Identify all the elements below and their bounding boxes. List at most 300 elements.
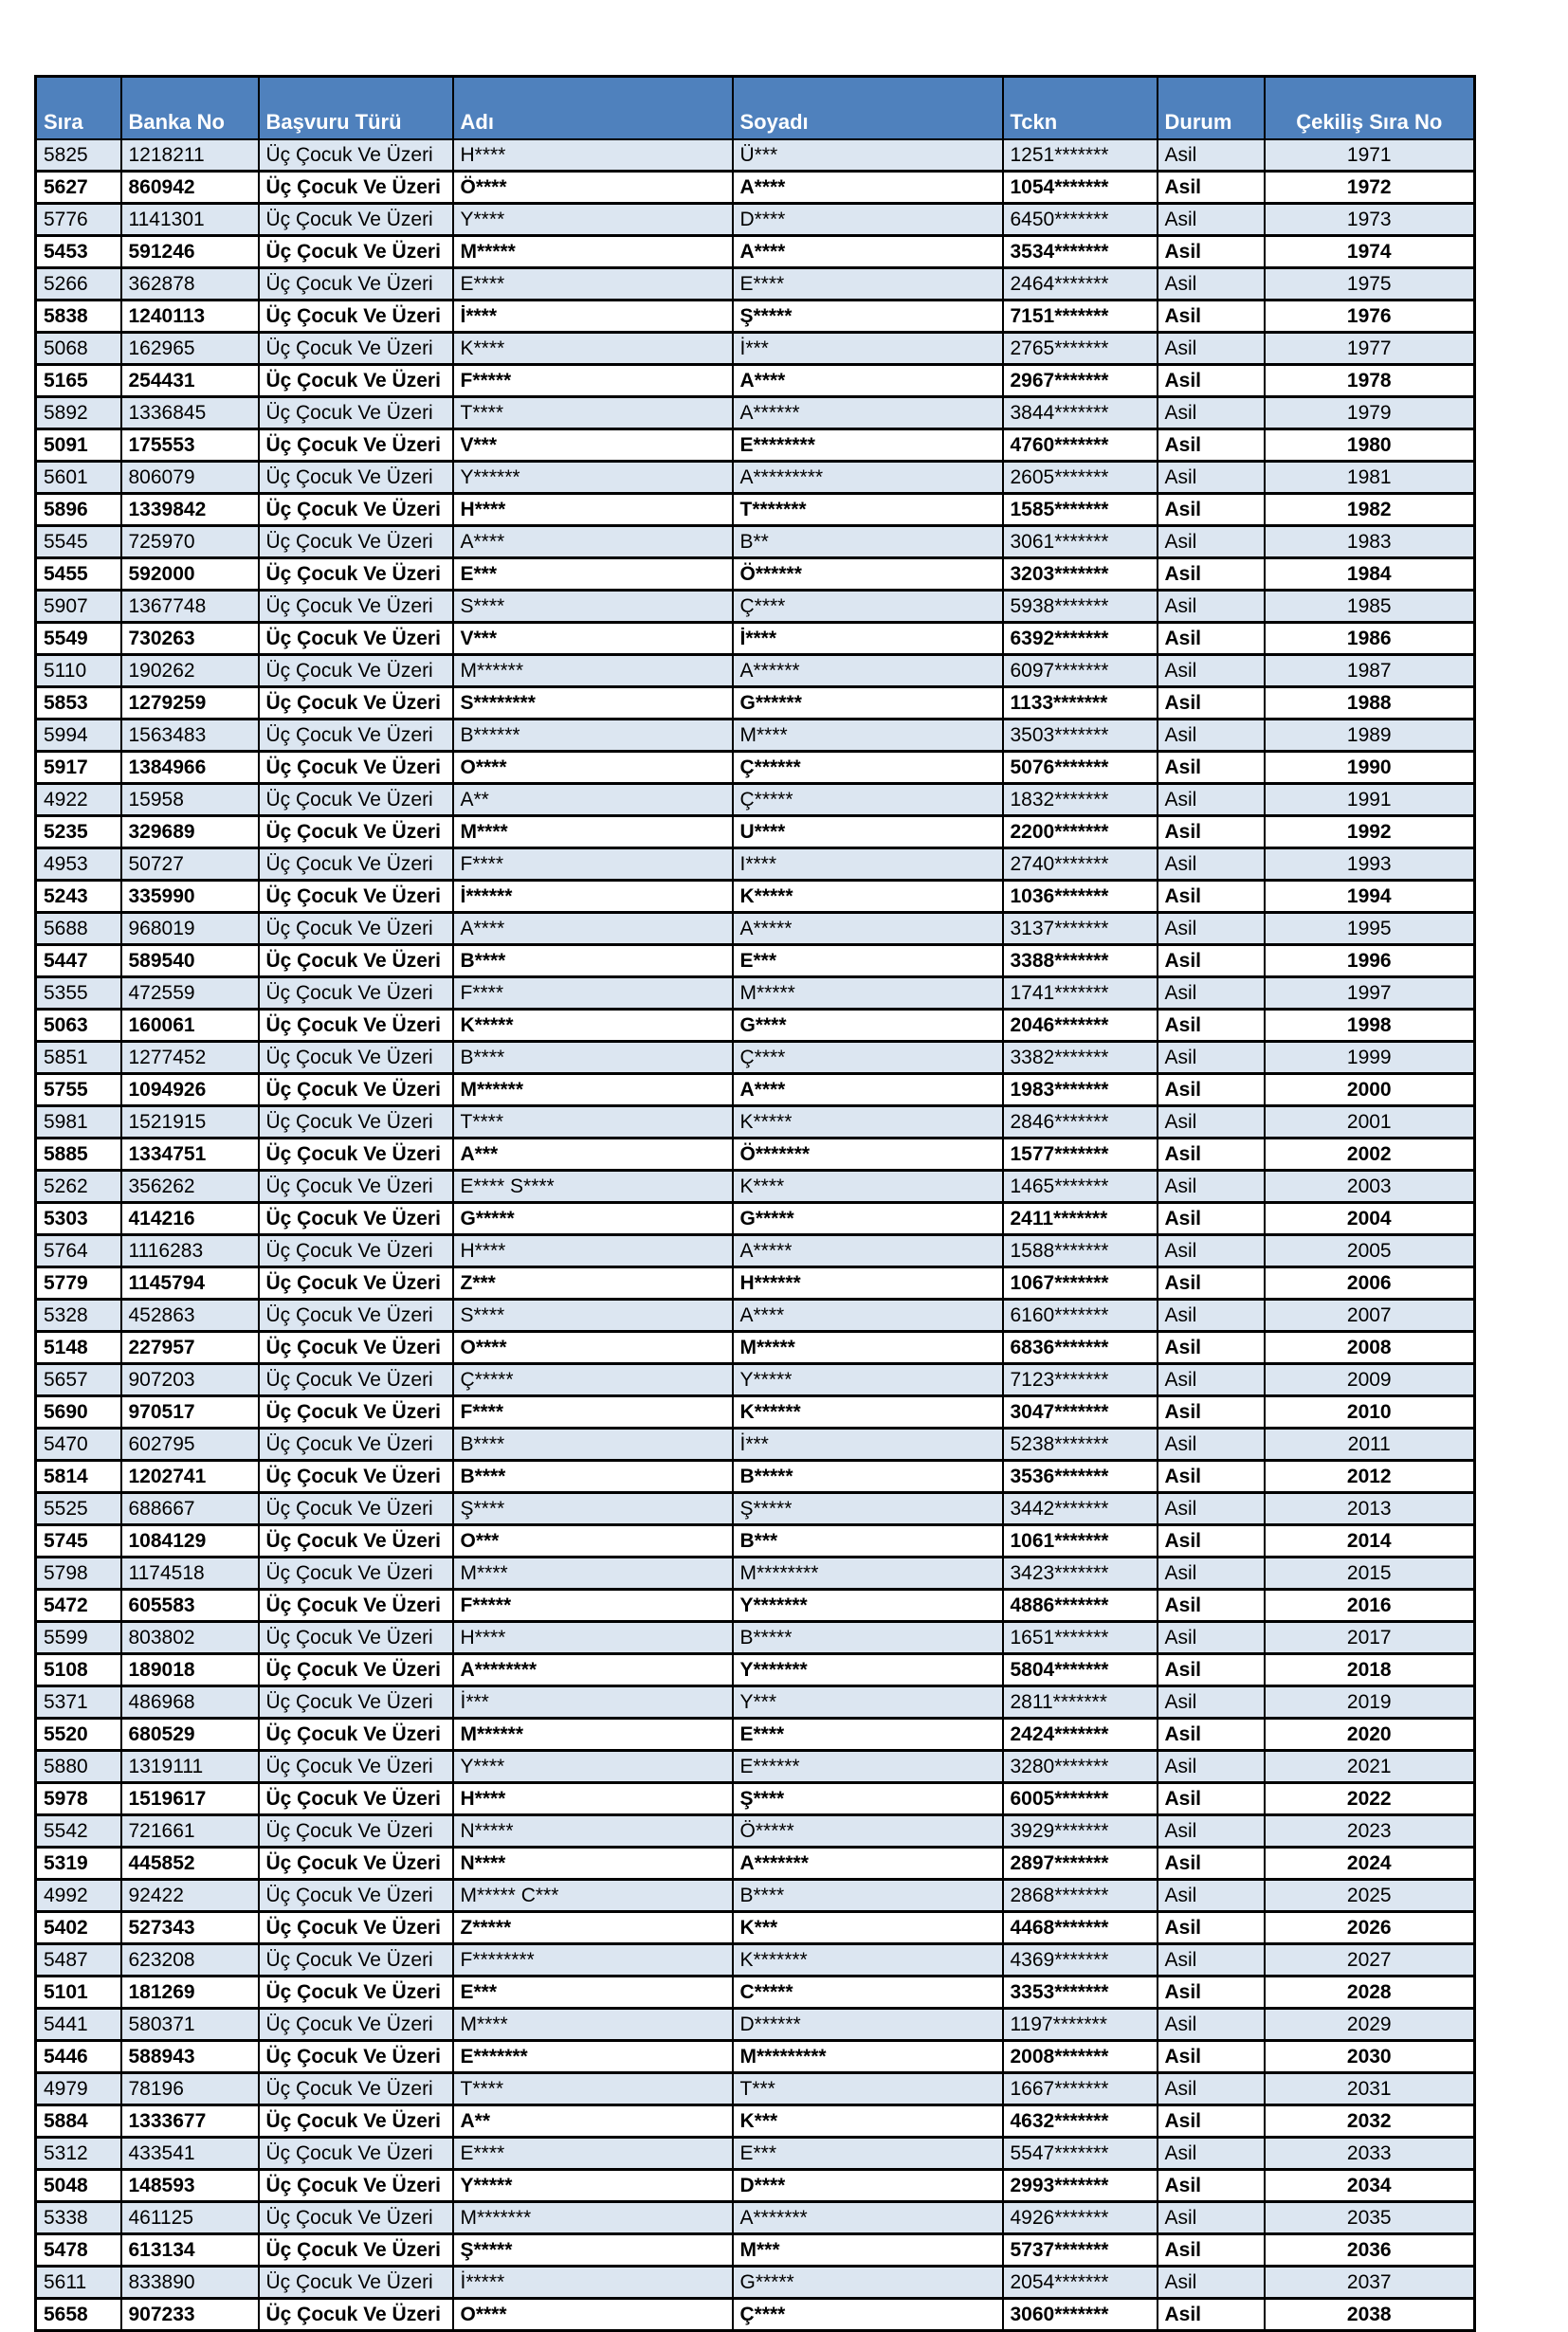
cell-adi: F**** <box>453 848 733 881</box>
table-row <box>36 1686 1475 1719</box>
cell-banka: 907233 <box>121 2299 259 2331</box>
cell-banka: 433541 <box>121 2138 259 2170</box>
cell-basvuru: Üç Çocuk Ve Üzeri <box>259 1783 453 1815</box>
cell-adi: B****** <box>453 720 733 752</box>
cell-durum: Asil <box>1158 1106 1265 1139</box>
cell-banka: 1084129 <box>121 1525 259 1558</box>
table-row <box>36 1010 1475 1042</box>
cell-soyadi: Y******* <box>733 1654 1003 1686</box>
cell-basvuru: Üç Çocuk Ve Üzeri <box>259 1751 453 1783</box>
cell-durum: Asil <box>1158 1783 1265 1815</box>
cell-sira: 5892 <box>36 397 121 429</box>
cell-sira: 5917 <box>36 752 121 784</box>
cell-banka: 591246 <box>121 236 259 268</box>
cell-sira: 5525 <box>36 1493 121 1525</box>
cell-soyadi: G***** <box>733 1203 1003 1235</box>
cell-basvuru: Üç Çocuk Ve Üzeri <box>259 1074 453 1106</box>
cell-basvuru: Üç Çocuk Ve Üzeri <box>259 2041 453 2073</box>
table-row <box>36 1815 1475 1848</box>
cell-sira: 5611 <box>36 2267 121 2299</box>
cell-cekilis: 2029 <box>1265 2009 1475 2041</box>
cell-adi: Z***** <box>453 1912 733 1944</box>
cell-soyadi: M*** <box>733 2234 1003 2267</box>
cell-basvuru: Üç Çocuk Ve Üzeri <box>259 1848 453 1880</box>
cell-cekilis: 1995 <box>1265 913 1475 945</box>
column-header-basvuru-turu: Başvuru Türü <box>259 77 453 140</box>
cell-basvuru: Üç Çocuk Ve Üzeri <box>259 558 453 591</box>
cell-soyadi: B**** <box>733 1880 1003 1912</box>
cell-adi: T**** <box>453 2073 733 2105</box>
cell-sira: 4953 <box>36 848 121 881</box>
cell-banka: 907203 <box>121 1364 259 1396</box>
cell-cekilis: 2020 <box>1265 1719 1475 1751</box>
table-row <box>36 1235 1475 1267</box>
cell-tckn: 3382******* <box>1003 1042 1158 1074</box>
cell-soyadi: Ç**** <box>733 2299 1003 2331</box>
cell-adi: S**** <box>453 591 733 623</box>
cell-adi: H**** <box>453 494 733 526</box>
cell-cekilis: 2035 <box>1265 2202 1475 2234</box>
cell-cekilis: 2001 <box>1265 1106 1475 1139</box>
cell-adi: G***** <box>453 1203 733 1235</box>
cell-basvuru: Üç Çocuk Ve Üzeri <box>259 236 453 268</box>
cell-sira: 5447 <box>36 945 121 977</box>
cell-basvuru: Üç Çocuk Ve Üzeri <box>259 1235 453 1267</box>
cell-cekilis: 1972 <box>1265 172 1475 204</box>
table-row <box>36 1106 1475 1139</box>
cell-banka: 970517 <box>121 1396 259 1429</box>
cell-banka: 589540 <box>121 945 259 977</box>
cell-durum: Asil <box>1158 1654 1265 1686</box>
cell-tckn: 5804******* <box>1003 1654 1158 1686</box>
cell-durum: Asil <box>1158 1815 1265 1848</box>
cell-adi: Y***** <box>453 2170 733 2202</box>
cell-adi: M****** <box>453 1719 733 1751</box>
cell-basvuru: Üç Çocuk Ve Üzeri <box>259 1590 453 1622</box>
cell-basvuru: Üç Çocuk Ve Üzeri <box>259 591 453 623</box>
cell-cekilis: 1980 <box>1265 429 1475 462</box>
cell-cekilis: 2012 <box>1265 1461 1475 1493</box>
cell-tckn: 1036******* <box>1003 881 1158 913</box>
table-row <box>36 977 1475 1010</box>
cell-soyadi: K*** <box>733 2105 1003 2138</box>
cell-sira: 5657 <box>36 1364 121 1396</box>
cell-sira: 5658 <box>36 2299 121 2331</box>
table-row <box>36 365 1475 397</box>
cell-basvuru: Üç Çocuk Ve Üzeri <box>259 2267 453 2299</box>
cell-tckn: 2765******* <box>1003 333 1158 365</box>
cell-tckn: 1651******* <box>1003 1622 1158 1654</box>
cell-basvuru: Üç Çocuk Ve Üzeri <box>259 1300 453 1332</box>
cell-soyadi: A***** <box>733 913 1003 945</box>
cell-sira: 5599 <box>36 1622 121 1654</box>
cell-soyadi: G****** <box>733 687 1003 720</box>
cell-cekilis: 1988 <box>1265 687 1475 720</box>
cell-sira: 5371 <box>36 1686 121 1719</box>
table-row <box>36 1525 1475 1558</box>
table-row <box>36 1654 1475 1686</box>
cell-durum: Asil <box>1158 591 1265 623</box>
cell-sira: 5355 <box>36 977 121 1010</box>
cell-durum: Asil <box>1158 1912 1265 1944</box>
cell-durum: Asil <box>1158 204 1265 236</box>
cell-cekilis: 2011 <box>1265 1429 1475 1461</box>
cell-basvuru: Üç Çocuk Ve Üzeri <box>259 1332 453 1364</box>
cell-cekilis: 2014 <box>1265 1525 1475 1558</box>
cell-tckn: 1983******* <box>1003 1074 1158 1106</box>
table-row <box>36 1880 1475 1912</box>
cell-sira: 5243 <box>36 881 121 913</box>
cell-soyadi: Ç****** <box>733 752 1003 784</box>
cell-durum: Asil <box>1158 2234 1265 2267</box>
cell-basvuru: Üç Çocuk Ve Üzeri <box>259 2299 453 2331</box>
table-row <box>36 2041 1475 2073</box>
cell-adi: M**** <box>453 1558 733 1590</box>
cell-adi: B**** <box>453 1461 733 1493</box>
cell-soyadi: I**** <box>733 848 1003 881</box>
cell-soyadi: K****** <box>733 1396 1003 1429</box>
cell-adi: Y****** <box>453 462 733 494</box>
cell-tckn: 3844******* <box>1003 397 1158 429</box>
cell-banka: 175553 <box>121 429 259 462</box>
cell-soyadi: İ*** <box>733 333 1003 365</box>
cell-sira: 5472 <box>36 1590 121 1622</box>
cell-basvuru: Üç Çocuk Ve Üzeri <box>259 2009 453 2041</box>
cell-soyadi: E******** <box>733 429 1003 462</box>
cell-tckn: 2811******* <box>1003 1686 1158 1719</box>
cell-soyadi: K***** <box>733 1106 1003 1139</box>
cell-durum: Asil <box>1158 2138 1265 2170</box>
cell-durum: Asil <box>1158 268 1265 301</box>
cell-tckn: 6160******* <box>1003 1300 1158 1332</box>
table-row <box>36 429 1475 462</box>
cell-soyadi: E**** <box>733 268 1003 301</box>
cell-tckn: 5737******* <box>1003 2234 1158 2267</box>
cell-adi: M***** <box>453 236 733 268</box>
table-row <box>36 1590 1475 1622</box>
cell-durum: Asil <box>1158 1139 1265 1171</box>
cell-durum: Asil <box>1158 1751 1265 1783</box>
cell-cekilis: 1999 <box>1265 1042 1475 1074</box>
column-header-banka-no: Banka No <box>121 77 259 140</box>
table-row <box>36 1622 1475 1654</box>
cell-durum: Asil <box>1158 1042 1265 1074</box>
cell-soyadi: M********* <box>733 2041 1003 2073</box>
cell-sira: 5978 <box>36 1783 121 1815</box>
cell-cekilis: 2037 <box>1265 2267 1475 2299</box>
cell-sira: 5101 <box>36 1977 121 2009</box>
cell-soyadi: A**** <box>733 236 1003 268</box>
cell-basvuru: Üç Çocuk Ve Üzeri <box>259 2202 453 2234</box>
header-row <box>36 77 1475 140</box>
cell-basvuru: Üç Çocuk Ve Üzeri <box>259 784 453 816</box>
table-row <box>36 2009 1475 2041</box>
cell-durum: Asil <box>1158 848 1265 881</box>
cell-cekilis: 1977 <box>1265 333 1475 365</box>
cell-banka: 592000 <box>121 558 259 591</box>
cell-cekilis: 1986 <box>1265 623 1475 655</box>
cell-durum: Asil <box>1158 881 1265 913</box>
cell-cekilis: 1993 <box>1265 848 1475 881</box>
cell-banka: 1174518 <box>121 1558 259 1590</box>
cell-durum: Asil <box>1158 2202 1265 2234</box>
cell-tckn: 2046******* <box>1003 1010 1158 1042</box>
cell-basvuru: Üç Çocuk Ve Üzeri <box>259 1106 453 1139</box>
cell-soyadi: A**** <box>733 172 1003 204</box>
cell-banka: 1141301 <box>121 204 259 236</box>
table-row <box>36 816 1475 848</box>
cell-soyadi: Ö******* <box>733 1139 1003 1171</box>
table-row <box>36 2073 1475 2105</box>
cell-adi: E******* <box>453 2041 733 2073</box>
cell-sira: 5994 <box>36 720 121 752</box>
cell-durum: Asil <box>1158 2041 1265 2073</box>
cell-sira: 5755 <box>36 1074 121 1106</box>
cell-sira: 5776 <box>36 204 121 236</box>
cell-durum: Asil <box>1158 1590 1265 1622</box>
cell-soyadi: A****** <box>733 655 1003 687</box>
cell-cekilis: 1994 <box>1265 881 1475 913</box>
cell-soyadi: D****** <box>733 2009 1003 2041</box>
cell-adi: E*** <box>453 558 733 591</box>
cell-durum: Asil <box>1158 784 1265 816</box>
cell-tckn: 3929******* <box>1003 1815 1158 1848</box>
cell-basvuru: Üç Çocuk Ve Üzeri <box>259 1139 453 1171</box>
cell-adi: Y**** <box>453 1751 733 1783</box>
cell-tckn: 1067******* <box>1003 1267 1158 1300</box>
cell-durum: Asil <box>1158 1203 1265 1235</box>
cell-banka: 1334751 <box>121 1139 259 1171</box>
cell-basvuru: Üç Çocuk Ve Üzeri <box>259 1686 453 1719</box>
cell-durum: Asil <box>1158 397 1265 429</box>
cell-adi: O*** <box>453 1525 733 1558</box>
column-header-adi: Adı <box>453 77 733 140</box>
cell-basvuru: Üç Çocuk Ve Üzeri <box>259 2170 453 2202</box>
cell-banka: 605583 <box>121 1590 259 1622</box>
cell-basvuru: Üç Çocuk Ve Üzeri <box>259 1912 453 1944</box>
cell-adi: T**** <box>453 397 733 429</box>
cell-adi: O**** <box>453 1332 733 1364</box>
table-row <box>36 2202 1475 2234</box>
cell-banka: 721661 <box>121 1815 259 1848</box>
cell-cekilis: 1997 <box>1265 977 1475 1010</box>
cell-tckn: 1577******* <box>1003 1139 1158 1171</box>
cell-tckn: 2967******* <box>1003 365 1158 397</box>
cell-banka: 527343 <box>121 1912 259 1944</box>
cell-banka: 445852 <box>121 1848 259 1880</box>
cell-soyadi: Ö****** <box>733 558 1003 591</box>
table-row <box>36 494 1475 526</box>
cell-cekilis: 1975 <box>1265 268 1475 301</box>
cell-banka: 15958 <box>121 784 259 816</box>
table-row <box>36 1396 1475 1429</box>
cell-basvuru: Üç Çocuk Ve Üzeri <box>259 1944 453 1977</box>
cell-banka: 452863 <box>121 1300 259 1332</box>
cell-durum: Asil <box>1158 1848 1265 1880</box>
cell-durum: Asil <box>1158 1493 1265 1525</box>
cell-tckn: 1741******* <box>1003 977 1158 1010</box>
cell-sira: 5981 <box>36 1106 121 1139</box>
cell-basvuru: Üç Çocuk Ve Üzeri <box>259 1396 453 1429</box>
cell-banka: 588943 <box>121 2041 259 2073</box>
table-row <box>36 1558 1475 1590</box>
cell-cekilis: 2030 <box>1265 2041 1475 2073</box>
cell-cekilis: 2017 <box>1265 1622 1475 1654</box>
cell-adi: O**** <box>453 2299 733 2331</box>
cell-tckn: 3203******* <box>1003 558 1158 591</box>
cell-soyadi: M***** <box>733 977 1003 1010</box>
cell-cekilis: 1979 <box>1265 397 1475 429</box>
cell-tckn: 2897******* <box>1003 1848 1158 1880</box>
table-row <box>36 2234 1475 2267</box>
cell-sira: 4992 <box>36 1880 121 1912</box>
cell-tckn: 1061******* <box>1003 1525 1158 1558</box>
cell-soyadi: G***** <box>733 2267 1003 2299</box>
cell-sira: 5108 <box>36 1654 121 1686</box>
cell-banka: 486968 <box>121 1686 259 1719</box>
cell-tckn: 2411******* <box>1003 1203 1158 1235</box>
cell-durum: Asil <box>1158 2170 1265 2202</box>
cell-adi: K**** <box>453 333 733 365</box>
cell-tckn: 1832******* <box>1003 784 1158 816</box>
table-row <box>36 1977 1475 2009</box>
cell-soyadi: Y*** <box>733 1686 1003 1719</box>
cell-cekilis: 2015 <box>1265 1558 1475 1590</box>
table-row <box>36 687 1475 720</box>
cell-durum: Asil <box>1158 1235 1265 1267</box>
cell-soyadi: İ**** <box>733 623 1003 655</box>
cell-basvuru: Üç Çocuk Ve Üzeri <box>259 816 453 848</box>
cell-banka: 148593 <box>121 2170 259 2202</box>
cell-basvuru: Üç Çocuk Ve Üzeri <box>259 139 453 172</box>
cell-cekilis: 1996 <box>1265 945 1475 977</box>
cell-banka: 50727 <box>121 848 259 881</box>
cell-soyadi: Y******* <box>733 1590 1003 1622</box>
table-row <box>36 2299 1475 2331</box>
cell-soyadi: A******* <box>733 2202 1003 2234</box>
cell-banka: 580371 <box>121 2009 259 2041</box>
cell-durum: Asil <box>1158 139 1265 172</box>
cell-tckn: 3353******* <box>1003 1977 1158 2009</box>
cell-durum: Asil <box>1158 2267 1265 2299</box>
cell-banka: 329689 <box>121 816 259 848</box>
cell-basvuru: Üç Çocuk Ve Üzeri <box>259 1654 453 1686</box>
cell-sira: 5328 <box>36 1300 121 1332</box>
cell-cekilis: 2021 <box>1265 1751 1475 1783</box>
cell-sira: 5478 <box>36 2234 121 2267</box>
cell-tckn: 2605******* <box>1003 462 1158 494</box>
table-row <box>36 2105 1475 2138</box>
cell-tckn: 6392******* <box>1003 623 1158 655</box>
cell-durum: Asil <box>1158 752 1265 784</box>
cell-cekilis: 1990 <box>1265 752 1475 784</box>
cell-adi: İ***** <box>453 2267 733 2299</box>
cell-sira: 5110 <box>36 655 121 687</box>
cell-durum: Asil <box>1158 1074 1265 1106</box>
cell-cekilis: 2022 <box>1265 1783 1475 1815</box>
cell-cekilis: 1983 <box>1265 526 1475 558</box>
cell-cekilis: 2005 <box>1265 1235 1475 1267</box>
table-row <box>36 1429 1475 1461</box>
cell-durum: Asil <box>1158 1880 1265 1912</box>
table-row <box>36 204 1475 236</box>
cell-tckn: 7151******* <box>1003 301 1158 333</box>
cell-soyadi: Ç**** <box>733 591 1003 623</box>
cell-banka: 189018 <box>121 1654 259 1686</box>
cell-sira: 5068 <box>36 333 121 365</box>
cell-adi: A**** <box>453 913 733 945</box>
cell-basvuru: Üç Çocuk Ve Üzeri <box>259 1525 453 1558</box>
cell-cekilis: 2009 <box>1265 1364 1475 1396</box>
cell-adi: F***** <box>453 1590 733 1622</box>
cell-tckn: 6097******* <box>1003 655 1158 687</box>
cell-banka: 160061 <box>121 1010 259 1042</box>
cell-adi: Z*** <box>453 1267 733 1300</box>
cell-basvuru: Üç Çocuk Ve Üzeri <box>259 333 453 365</box>
cell-adi: Ş**** <box>453 1493 733 1525</box>
cell-sira: 5907 <box>36 591 121 623</box>
cell-soyadi: B*** <box>733 1525 1003 1558</box>
cell-basvuru: Üç Çocuk Ve Üzeri <box>259 494 453 526</box>
cell-durum: Asil <box>1158 913 1265 945</box>
cell-durum: Asil <box>1158 2073 1265 2105</box>
cell-tckn: 2846******* <box>1003 1106 1158 1139</box>
cell-durum: Asil <box>1158 1396 1265 1429</box>
table-row <box>36 1332 1475 1364</box>
cell-tckn: 1465******* <box>1003 1171 1158 1203</box>
cell-basvuru: Üç Çocuk Ve Üzeri <box>259 848 453 881</box>
cell-basvuru: Üç Çocuk Ve Üzeri <box>259 172 453 204</box>
cell-sira: 5063 <box>36 1010 121 1042</box>
cell-adi: S**** <box>453 1300 733 1332</box>
cell-sira: 5312 <box>36 2138 121 2170</box>
cell-soyadi: A**** <box>733 1074 1003 1106</box>
cell-sira: 5165 <box>36 365 121 397</box>
cell-adi: M**** <box>453 2009 733 2041</box>
cell-sira: 5262 <box>36 1171 121 1203</box>
results-table <box>34 75 1476 2332</box>
cell-cekilis: 2025 <box>1265 1880 1475 1912</box>
cell-banka: 806079 <box>121 462 259 494</box>
cell-banka: 1094926 <box>121 1074 259 1106</box>
cell-adi: A*** <box>453 1139 733 1171</box>
cell-tckn: 1054******* <box>1003 172 1158 204</box>
cell-banka: 461125 <box>121 2202 259 2234</box>
table-row <box>36 1493 1475 1525</box>
cell-durum: Asil <box>1158 816 1265 848</box>
cell-banka: 1521915 <box>121 1106 259 1139</box>
cell-cekilis: 1973 <box>1265 204 1475 236</box>
cell-tckn: 2008******* <box>1003 2041 1158 2073</box>
cell-basvuru: Üç Çocuk Ve Üzeri <box>259 1364 453 1396</box>
cell-soyadi: U**** <box>733 816 1003 848</box>
cell-durum: Asil <box>1158 526 1265 558</box>
cell-cekilis: 2027 <box>1265 1944 1475 1977</box>
cell-banka: 860942 <box>121 172 259 204</box>
cell-cekilis: 1981 <box>1265 462 1475 494</box>
cell-durum: Asil <box>1158 236 1265 268</box>
table-row <box>36 558 1475 591</box>
cell-tckn: 7123******* <box>1003 1364 1158 1396</box>
cell-adi: E*** <box>453 1977 733 2009</box>
cell-soyadi: Ş***** <box>733 1493 1003 1525</box>
cell-durum: Asil <box>1158 462 1265 494</box>
cell-durum: Asil <box>1158 558 1265 591</box>
cell-durum: Asil <box>1158 1332 1265 1364</box>
cell-basvuru: Üç Çocuk Ve Üzeri <box>259 687 453 720</box>
table-row <box>36 848 1475 881</box>
cell-adi: M**** <box>453 816 733 848</box>
